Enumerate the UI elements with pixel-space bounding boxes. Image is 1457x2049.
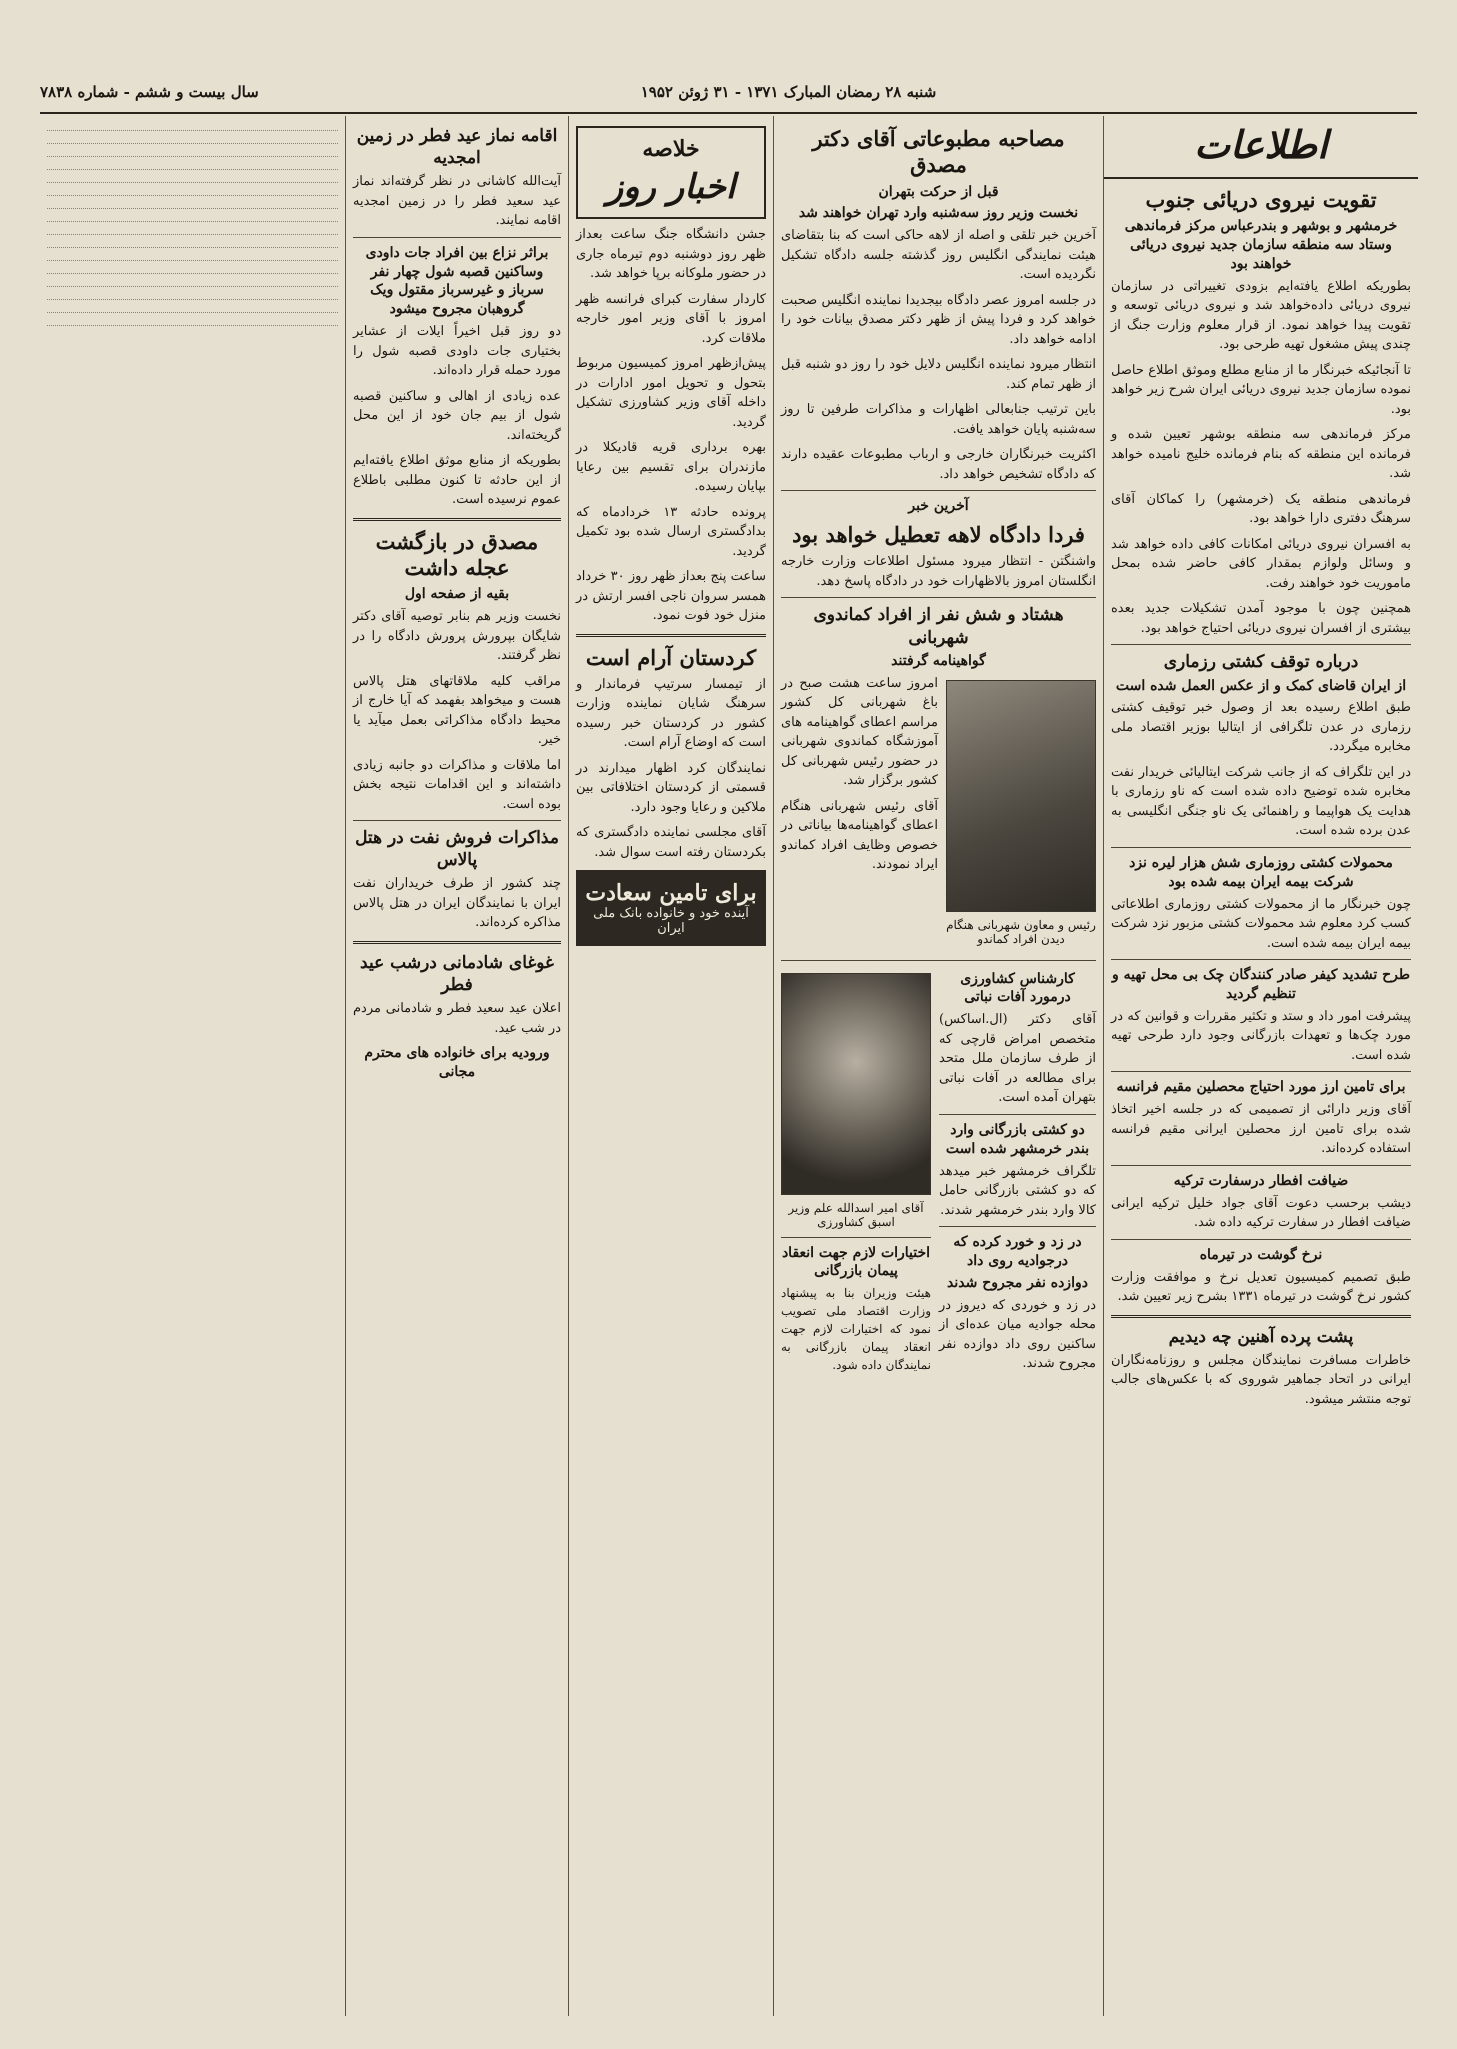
article-text: عده زیادی از اهالی و ساکنین قصبه شول از بیم جان خود از این محل گریخته‌اند. [353, 388, 561, 443]
article-text: پیش‌ازظهر امروز کمیسیون مربوط بتحول و تحویل امور ادارات در داخله آقای وزیر کشاورزی تشکیل گردید. [576, 356, 766, 430]
photo-caption: رئیس و معاون شهربانی هنگام دیدن افراد کماندو [946, 917, 1096, 946]
headline-iftar: ضیافت افطار درسفارت ترکیه [1173, 1172, 1349, 1189]
columns [40, 116, 1418, 2016]
article-text: آقای دکتر (ال.اساکس) متخصص امراض قارچی که از طرف سازمان ملل متحد برای مطالعه در آفات نباتی بتهران آمده است. [939, 1012, 1096, 1106]
article-text: کاردار سفارت کبرای فرانسه ظهر امروز با آقای وزیر امور خارجه ملاقات کرد. [576, 291, 766, 346]
article-text: هیئت وزیران بنا به پیشنهاد وزارت اقتصاد ملی تصویب نمود که اختیارات لازم جهت انعقاد پیمان بازرگانی به نمایندگان داده شود. [781, 1286, 931, 1373]
text-line [47, 189, 338, 196]
article-text: اعلان عید سعید فطر و شادمانی مردم در شب عید. [353, 1001, 561, 1036]
article-text: بهره برداری قریه قادیکلا در مازندران برای تقسیم بین رعایا بپایان رسیده. [576, 440, 766, 495]
divider [353, 518, 561, 521]
portrait-photo [781, 973, 931, 1195]
headline-shool-clash: براثر نزاع بین افراد جات داودی وساکنین قصبه شول چهار نفر سرباز و غیرسرباز مقتول ویک گروهبان مجروح میشود [365, 244, 549, 318]
article-text: در این تلگراف که از جانب شرکت ایتالیائی خریدار نفت مخابره شده توضیح داده شده است که ناو رزماری با هدایت یک هواپیما و راهنمائی یک ناو جنگی انگلیسی به عدن برده شده است. [1111, 764, 1411, 839]
article-text: فرماندهی منطقه یک (خرمشهر) را کماکان آقای سرهنگ دفتری دارا خواهد بود. [1111, 491, 1411, 527]
headline-clash: در زد و خورد کرده که درجوادیه روی داد [953, 1234, 1082, 1269]
text-line [47, 319, 338, 326]
news-summary-box [576, 126, 766, 219]
divider [1111, 959, 1411, 960]
footer-note: ورودیه برای خانواده های محترم مجانی [364, 1045, 550, 1080]
article-text: دیشب برحسب دعوت آقای جواد خلیل ترکیه ایرانی ضیافت افطار در سفارت ترکیه داده شد. [1111, 1195, 1411, 1231]
article-text: دو روز قبل اخیراً ایلات از عشایر بختیاری جات داودی قصبه شول را مورد حمله قرار داده‌اند. [353, 324, 561, 379]
text-line [47, 280, 338, 287]
text-line [47, 293, 338, 300]
advertisement-box [576, 870, 766, 946]
page-header [40, 72, 1417, 114]
divider [353, 820, 561, 821]
article-text: طبق تصمیم کمیسیون تعدیل نرخ و موافقت وزارت کشور نرخ گوشت در تیرماه ۱۳۳۱ بشرح زیر تعیین شد. [1111, 1269, 1411, 1305]
text-line [47, 150, 338, 157]
article-text: آخرین خبر تلقی و اصله از لاهه حاکی است که بنا بتقاضای هیئت نمایندگی انگلیس روز گذشته جلسه دادگاه تشکیل نگردیده است. [781, 228, 1096, 283]
text-line [47, 267, 338, 274]
divider [1111, 644, 1411, 645]
article-text: آقای مجلسی نماینده دادگستری که بکردستان رفته است سوال شد. [576, 825, 766, 860]
masthead: اطلاعات [1104, 116, 1418, 179]
article-text: طبق اطلاع رسیده بعد از وصول خبر توقیف کشتی رزماری در عدن تلگرافی از ایتالیا بوزیر اقتصاد ملی مخابره میگردد. [1111, 700, 1411, 755]
article-text: پیشرفت امور داد و ستد و تکثیر مقررات و قوانین که در مورد چک‌ها و تعهدات بازرگانی وجود دارد طرحی تهیه شده است. [1111, 1008, 1411, 1063]
text-line [47, 254, 338, 261]
column-4 [345, 116, 568, 2016]
article-text: نمایندگان کرد اظهار میدارند در قسمتی از کردستان اختلافاتی بین ملاکین و رعایا وجود دارد. [576, 760, 766, 815]
divider [576, 634, 766, 637]
divider [353, 237, 561, 238]
article-text: چند کشور از طرف خریداران نفت ایران با نمایندگان ایران در هتل پالاس مذاکره کرده‌اند. [353, 876, 561, 931]
article-text: اکثریت خبرنگاران خارجی و ارباب مطبوعات عقیده دارند که دادگاه تشخیص خواهد داد. [781, 447, 1096, 482]
headline-cheque: طرح تشدید کیفر صادر کنندگان چک بی محل تهیه و تنظیم گردید [1112, 967, 1410, 1003]
text-line [47, 306, 338, 313]
article-text: اما ملاقات و مذاکرات دو جانبه زیادی داشته‌اند و این اقدامات نتیجه بخش بوده است. [353, 757, 561, 812]
divider [1111, 1165, 1411, 1166]
text-line [47, 215, 338, 222]
headline-ships: دو کشتی بازرگانی وارد بندر خرمشهر شده است [945, 1121, 1090, 1157]
subhead-continued: بقیه از صفحه اول [404, 586, 510, 603]
headline-eid-celebration: غوغای شادمانی درشب عید فطر [360, 952, 554, 995]
divider [781, 1237, 931, 1238]
divider [781, 597, 1096, 598]
subhead: قبل از حرکت بتهران [878, 183, 999, 200]
divider [781, 960, 1096, 961]
article-text: مراقب کلیه ملاقاتهای هتل پالاس هست و میخواهد بفهمد که آیا خارج از محیط دادگاه مذاکراتی بعمل میآید یا خیر. [353, 673, 561, 748]
divider [939, 1226, 1096, 1227]
article-text: به افسران نیروی دریائی امکانات کافی داده خواهد شد و وسائل ولوازم بمقدار کافی حاضر شده بمحل ماموریت خود خواهند رفت. [1111, 536, 1411, 591]
article-text: پرونده حادثه ۱۳ خردادماه که بدادگستری ارسال شده بود تکمیل گردید. [576, 504, 766, 559]
headline-oil-sale: مذاکرات فروش نفت در هتل پالاس [355, 828, 559, 871]
column-1 [1103, 116, 1418, 2016]
text-line [47, 176, 338, 183]
column-5 [40, 116, 345, 2016]
article-text: آقای وزیر دارائی از تصمیمی که در جلسه اخیر اتخاذ شده برای تامین ارز محصلین ایرانی مقیم فرانسه استفاده کرده‌اند. [1111, 1102, 1411, 1157]
article-text: تلگراف خرمشهر خبر میدهد که دو کشتی بازرگانی حامل کالا وارد بندر خرمشهر شدند. [939, 1163, 1096, 1218]
subhead-commandos: گواهینامه گرفتند [891, 652, 986, 669]
text-line [47, 124, 338, 131]
header-date: شنبه ۲۸ رمضان المبارک ۱۳۷۱ - ۳۱ ژوئن ۱۹۵۲ [640, 83, 937, 101]
headline-meat-price: نرخ گوشت در تیرماه [1199, 1246, 1323, 1263]
subhead-clash: دوازده نفر مجروح شدند [947, 1274, 1088, 1291]
article-text: انتظار میرود نماینده انگلیس دلایل خود را روز دو شنبه قبل از ظهر تمام کند. [781, 357, 1096, 392]
summary-title-1: خلاصه [642, 136, 700, 162]
article-text: جشن دانشگاه جنگ ساعت بعداز ظهر روز دوشنبه دوم تیرماه جاری در حضور ملوکانه برپا خواهد شد. [576, 227, 766, 282]
headline-eid-prayer: اقامه نماز عید فطر در زمین امجدیه [356, 126, 558, 169]
headline-navy: تقویت نیروی دریائی جنوب [1145, 187, 1377, 212]
subhead-navy: خرمشهر و بوشهر و بندرعباس مرکز فرماندهی وستاد سه منطقه سازمان جدید نیروی دریائی خواهند بود [1124, 218, 1398, 273]
header-issue: سال بیست و ششم - شماره ۷۸۳۸ [40, 83, 259, 101]
text-line [47, 228, 338, 235]
article-text: همچنین چون با موجود آمدن تشکیلات جدید بعده بیشتری از افسران نیروی دریائی احتیاج خواهد بود. [1111, 601, 1411, 636]
headline-kurdistan: کردستان آرام است [585, 644, 757, 670]
article-text: امروز ساعت هشت صبح در باغ شهربانی کل کشور مراسم اعطای گواهینامه های آموزشگاه کماندوی شهربانی در حضور رئیس شهربانی کل کشور برگزار شد. [781, 675, 938, 788]
headline-rosemary: درباره توقف کشتی رزماری [1163, 652, 1359, 673]
article-text: تا آنجائیکه خبرنگار ما از منابع مطلع وموثق اطلاع حاصل نموده سازمان جدید نیروی دریائی ایران شرح زیر خواهد بود. [1111, 362, 1411, 417]
divider [1111, 1071, 1411, 1072]
kicker-latest-news: آخرین خبر [908, 498, 969, 515]
headline-agriculture: کارشناس کشاورزی درمورد آفات نباتی [960, 970, 1075, 1006]
article-text: واشنگتن - انتظار میرود مسئول اطلاعات وزارت خارجه انگلستان امروز بالاظهارات خود در دادگاه پاسخ دهد. [781, 554, 1096, 589]
article-text: نخست وزیر هم بنابر توصیه آقای دکتر شایگان بپرورش پرورش دادگاه را در نظر گرفتند. [353, 609, 561, 664]
divider [939, 1114, 1096, 1115]
article-text: مرکز فرماندهی سه منطقه بوشهر تعیین شده و فرمانده این منطقه که بنام فرمانده خلیج نامیده خواهد شد. [1111, 427, 1411, 482]
article-text: بطوریکه اطلاع یافته‌ایم بزودی تغییراتی در سازمان نیروی دریائی داده‌خواهد شد و نیروی دریائی توسعه و تقویت پیدا خواهد نمود. از قرار معلوم وزارت جنگ از چندی پیش مشغول تهیه طرحی بود. [1111, 278, 1411, 353]
commando-photo [946, 680, 1096, 912]
headline-insurance: محمولات کشتی روزماری شش هزار لیره نزد شرکت بیمه ایران بیمه شده بود [1129, 854, 1393, 890]
article-text: خاطرات مسافرت نمایندگان مجلس و روزنامه‌نگاران ایرانی در اتحاد جماهیر شوروی که با عکس‌های جالب توجه منتشر میشود. [1111, 1352, 1411, 1407]
column-3 [568, 116, 773, 2016]
ad-title: برای تامین سعادت [585, 880, 757, 907]
headline-commandos: هشتاد و شش نفر از افراد کماندوی شهربانی [813, 605, 1064, 648]
headline-mossadegh-interview: مصاحبه مطبوعاتی آقای دکتر مصدق [812, 126, 1065, 178]
headline-hague-court: فردا دادگاه لاهه تعطیل خواهد بود [792, 522, 1085, 548]
subhead: نخست وزیر روز سه‌شنبه وارد تهران خواهند شد [798, 205, 1079, 222]
column-2 [773, 116, 1103, 2016]
text-line [47, 241, 338, 248]
headline-trade-pact: اختیارات لازم جهت انعقاد پیمان بازرگانی [781, 1244, 931, 1280]
article-text: آقای رئیس شهربانی هنگام اعطای گواهینامه‌ها بیاناتی در خصوص وظایف افراد کماندو ایراد نمودند. [781, 798, 938, 872]
summary-title-2: اخبار روز [606, 167, 736, 207]
divider [1111, 1239, 1411, 1240]
article-text: در زد و خوردی که دیروز در محله جوادیه میان عده‌ای از ساکنین روی داد دوازده نفر مجروح شدند. [939, 1297, 1096, 1372]
article-text: از تیمسار سرتیپ فرماندار و سرهنگ شایان نماینده وزارت کشور در کردستان خبر رسیده است که اوضاع آرام است. [576, 676, 766, 751]
text-line [47, 202, 338, 209]
article-text: بطوریکه از منابع موثق اطلاع یافته‌ایم از این حادثه تا کنون مطلبی باطلاع عموم نرسیده است. [353, 453, 561, 508]
article-text: ساعت پنج بعداز ظهر روز ۳۰ خرداد همسر سروان ناجی افسر ارتش در منزل خود فوت نمود. [576, 569, 767, 624]
headline-iron-curtain: پشت پرده آهنین چه دیدیم [1168, 1326, 1354, 1347]
divider [1111, 847, 1411, 848]
text-line [47, 163, 338, 170]
article-text: آیت‌الله کاشانی در نظر گرفته‌اند نماز عید سعید فطر را در زمین امجدیه اقامه نمایند. [353, 174, 561, 229]
article-text: در جلسه امروز عصر دادگاه بیجدیدا نماینده انگلیس صحبت خواهد کرد و فردا پیش از ظهر دکتر مصدق بیانات خود را ادامه خواهد داد. [781, 292, 1096, 347]
ad-text: آینده خود و خانواده بانک ملی ایران [593, 906, 749, 937]
photo-caption: آقای امیر اسدالله علم وزیر اسبق کشاورزی [788, 1200, 924, 1229]
divider [353, 941, 561, 944]
headline-mossadegh-return: مصدق در بازگشت عجله داشت [375, 528, 539, 580]
article-text: چون خبرنگار ما از محمولات کشتی روزماری اطلاعاتی کسب کرد معلوم شد محمولات کشتی مزبور نزد شرکت بیمه ایران بیمه شده است. [1111, 896, 1411, 951]
text-line [47, 137, 338, 144]
article-text: باین ترتیب جنابعالی اظهارات و مذاکرات طرفین تا روز سه‌شنبه پایان خواهد یافت. [781, 402, 1096, 437]
divider [1111, 1315, 1411, 1318]
headline-students: برای تامین ارز مورد احتیاج محصلین مقیم فرانسه [1116, 1079, 1406, 1096]
divider [781, 490, 1096, 491]
subhead-rosemary: از ایران قاضای کمک و از عکس العمل شده است [1115, 677, 1407, 694]
